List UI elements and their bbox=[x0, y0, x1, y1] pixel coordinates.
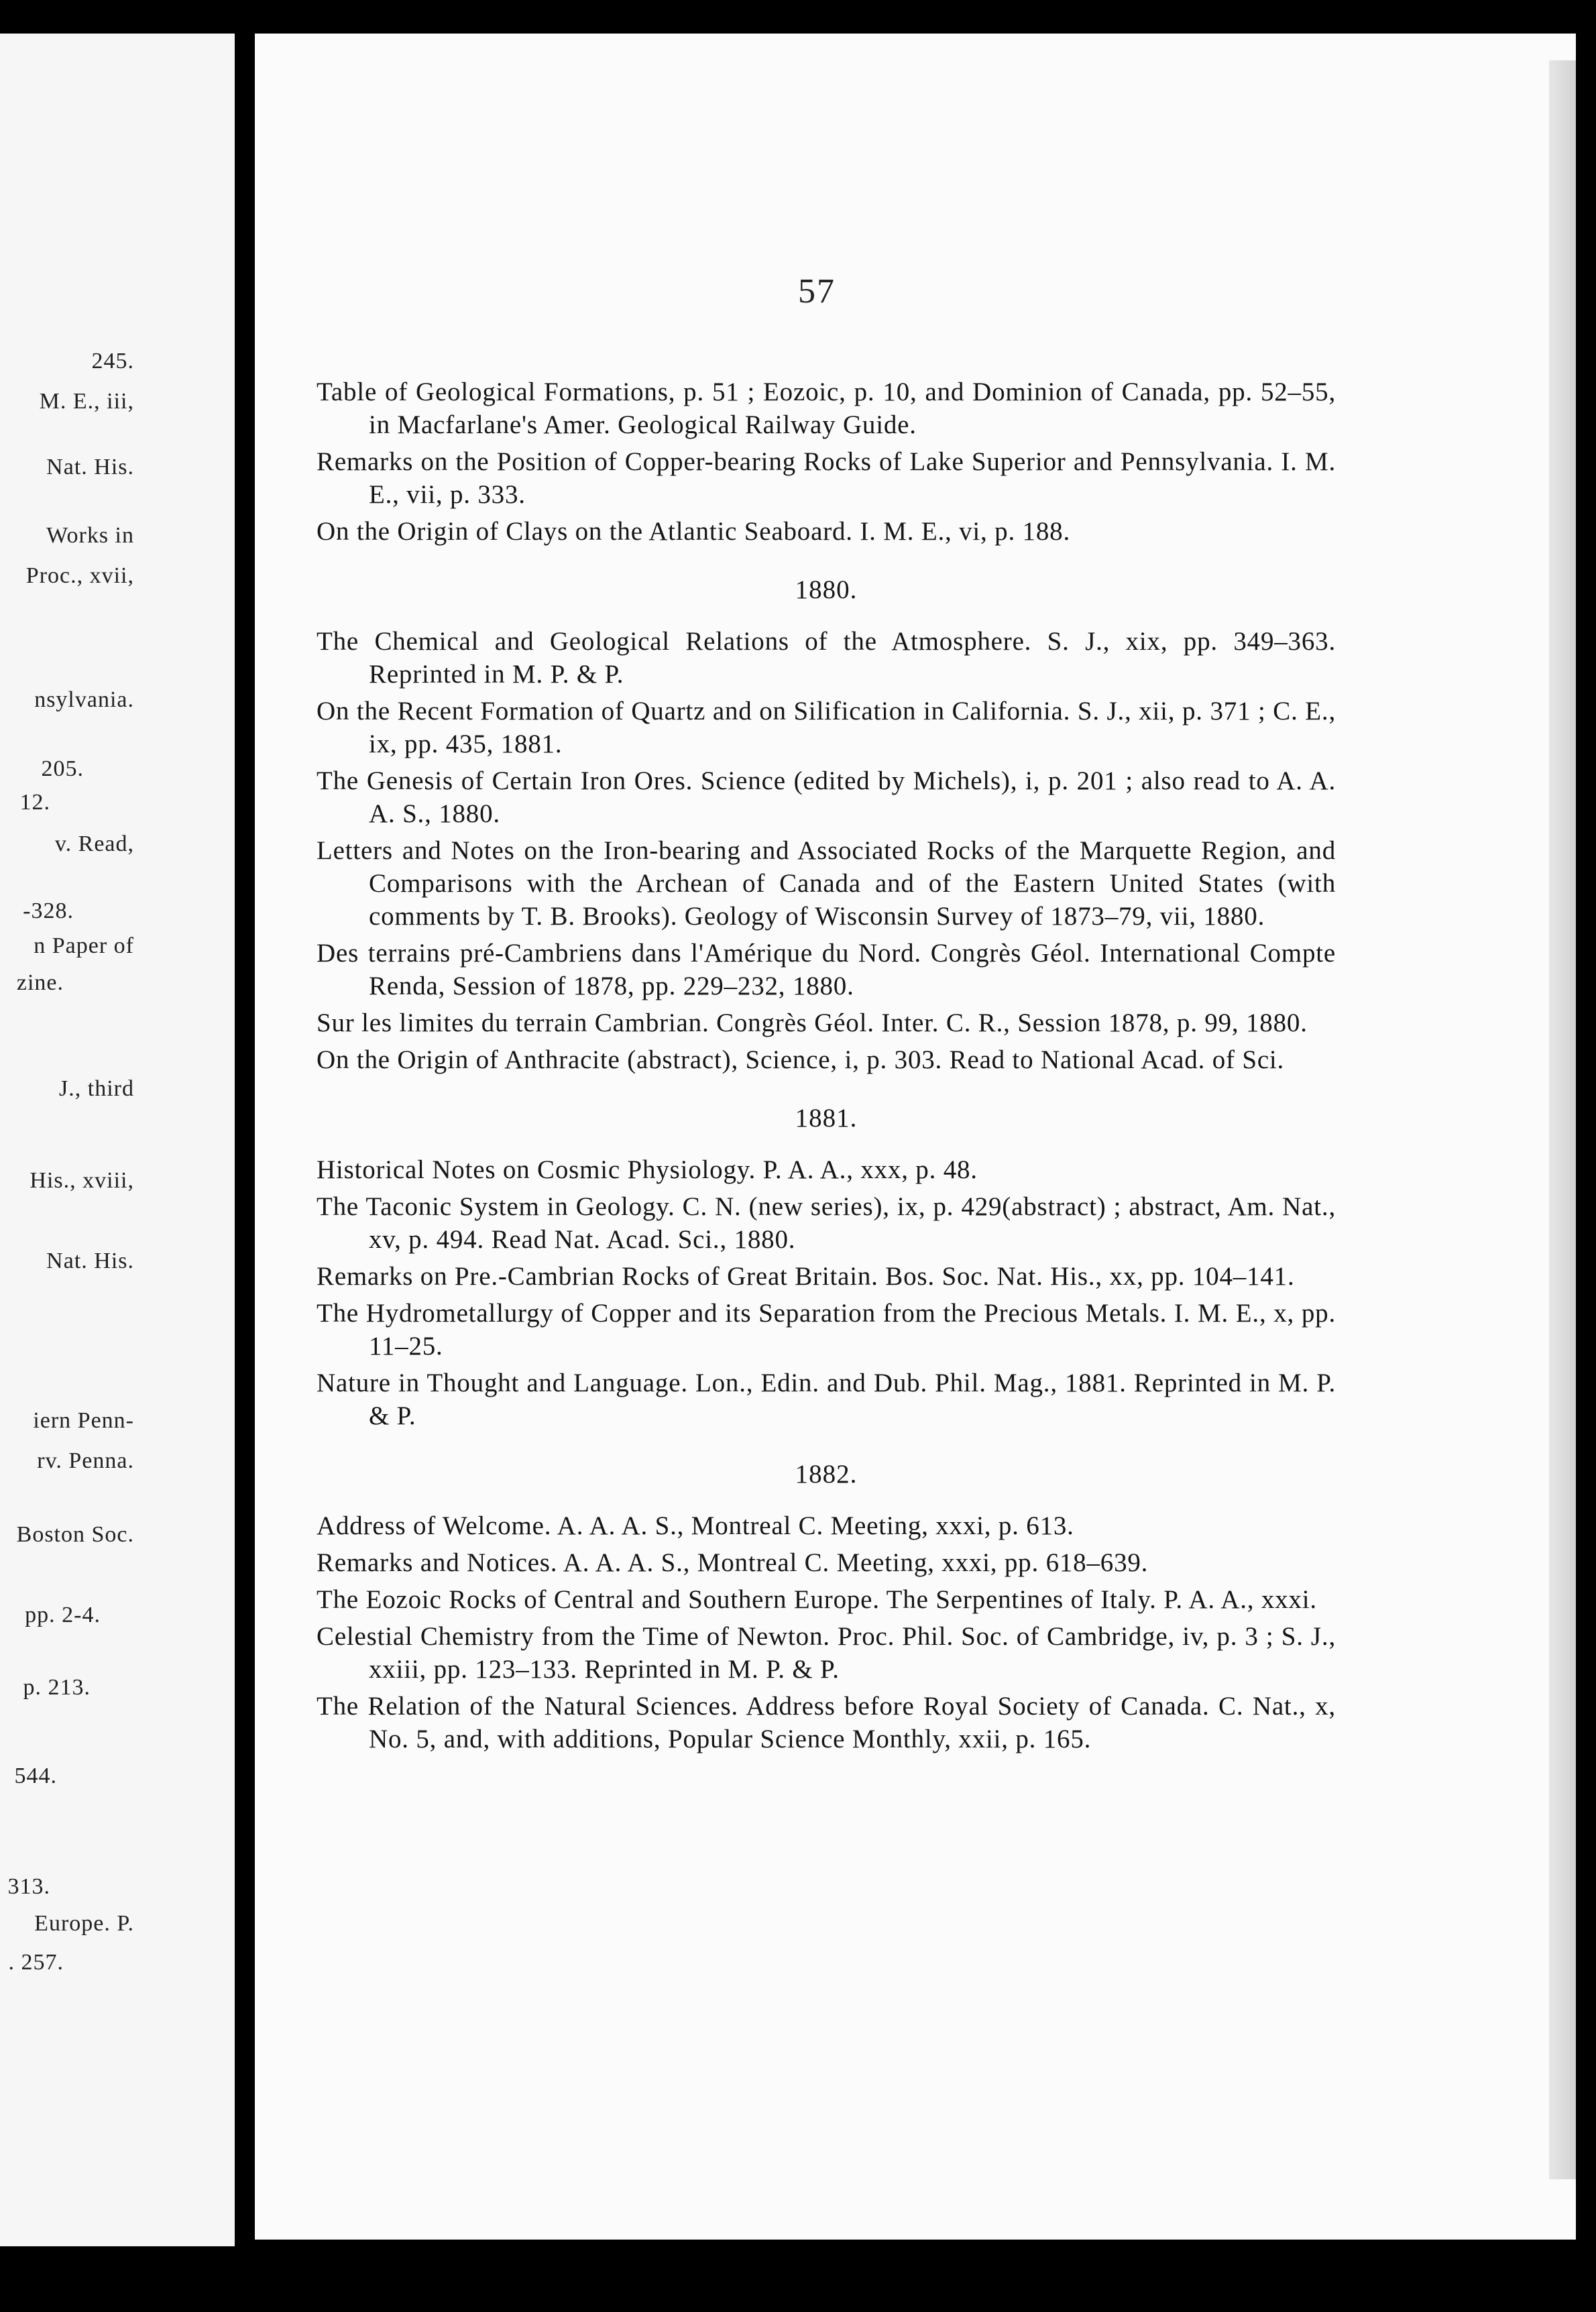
bibliography-entry: Remarks on the Position of Copper-bearing Rocks of Lake Superior and Pennsylvania. I. M. E., vii, p. 333. bbox=[317, 447, 1336, 509]
page-edge bbox=[1549, 60, 1576, 2179]
left-fragment: 313. bbox=[7, 1874, 50, 1899]
left-fragment: rv. Penna. bbox=[37, 1448, 134, 1473]
bibliography-entry: Historical Notes on Cosmic Physiology. P. A. A., xxx, p. 48. bbox=[317, 1155, 978, 1184]
page-number: 57 bbox=[798, 272, 836, 310]
bibliography-entry: The Taconic System in Geology. C. N. (new series), ix, p. 429(abstract) ; abstract, Am. Nat., xv, p. 494. Read Nat. Acad. Sci., 1880. bbox=[317, 1192, 1336, 1254]
section-continuation bbox=[317, 375, 1336, 548]
right-page bbox=[255, 34, 1576, 2240]
left-fragment: v. Read, bbox=[54, 831, 134, 856]
left-fragment: 544. bbox=[14, 1764, 57, 1788]
bibliography-entry: Table of Geological Formations, p. 51 ; Eozoic, p. 10, and Dominion of Canada, pp. 52–55, in Macfarlane's Amer. Geological Railway Guide. bbox=[317, 378, 1336, 439]
bibliography bbox=[317, 375, 1336, 1759]
bibliography-entry: Address of Welcome. A. A. A. S., Montreal C. Meeting, xxxi, p. 613. bbox=[317, 1511, 1074, 1540]
left-fragment: Nat. His. bbox=[46, 455, 134, 479]
section-1881 bbox=[317, 1103, 1336, 1432]
left-fragment: n Paper of bbox=[34, 933, 134, 958]
bibliography-entry: On the Origin of Clays on the Atlantic Seaboard. I. M. E., vi, p. 188. bbox=[317, 517, 1071, 546]
bibliography-entry: The Genesis of Certain Iron Ores. Science (edited by Michels), i, p. 201 ; also read to A. A. A. S., 1880. bbox=[317, 766, 1336, 828]
left-fragment: Nat. His. bbox=[46, 1249, 134, 1273]
section-1882 bbox=[317, 1459, 1336, 1755]
left-fragment: Proc., xvii, bbox=[25, 563, 134, 588]
bibliography-entry: On the Origin of Anthracite (abstract), Science, i, p. 303. Read to National Acad. of Sci. bbox=[317, 1045, 1285, 1074]
bibliography-entry: Des terrains pré-Cambriens dans l'Amérique du Nord. Congrès Géol. International Compte Renda, Session of 1878, pp. 229–232, 1880. bbox=[317, 939, 1336, 1000]
book-gutter bbox=[235, 0, 255, 2312]
bibliography-entry: Remarks and Notices. A. A. A. S., Montreal C. Meeting, xxxi, pp. 618–639. bbox=[317, 1548, 1149, 1577]
bibliography-entry: The Chemical and Geological Relations of the Atmosphere. S. J., xix, pp. 349–363. Reprinted in M. P. & P. bbox=[317, 627, 1336, 689]
bibliography-entry: The Relation of the Natural Sciences. Address before Royal Society of Canada. C. Nat., x, No. 5, and, with additions, Popular Science Monthly, xxii, p. 165. bbox=[317, 1692, 1336, 1753]
year-heading: 1880. bbox=[795, 575, 858, 604]
left-fragment: -328. bbox=[23, 899, 74, 923]
left-fragment: Works in bbox=[46, 523, 134, 548]
bibliography-entry: The Eozoic Rocks of Central and Southern Europe. The Serpentines of Italy. P. A. A., xxxi. bbox=[317, 1585, 1317, 1614]
left-fragment: 12. bbox=[19, 790, 50, 815]
left-fragment: 245. bbox=[91, 349, 134, 373]
left-fragment: J., third bbox=[59, 1076, 134, 1101]
year-heading: 1881. bbox=[795, 1104, 858, 1133]
left-fragment: . 257. bbox=[8, 1950, 64, 1975]
bibliography-entry: Letters and Notes on the Iron-bearing and Associated Rocks of the Marquette Region, and Comparisons with the Archean of Canada and of the Eastern United States (with comments by T. B. Brooks). Geology of Wisconsin Survey of 1873–79, vii, 1880. bbox=[317, 836, 1336, 931]
bibliography-entry: The Hydrometallurgy of Copper and its Separation from the Precious Metals. I. M. E., x, pp. 11–25. bbox=[317, 1299, 1336, 1361]
left-page bbox=[0, 34, 235, 2246]
left-fragment: M. E., iii, bbox=[39, 389, 134, 414]
year-heading: 1882. bbox=[795, 1460, 858, 1489]
left-fragment: 205. bbox=[41, 756, 84, 781]
bibliography-entry: Remarks on Pre.-Cambrian Rocks of Great Britain. Bos. Soc. Nat. His., xx, pp. 104–141. bbox=[317, 1262, 1295, 1291]
section-1880 bbox=[317, 575, 1336, 1076]
left-fragment: nsylvania. bbox=[34, 687, 134, 712]
left-fragment: His., xviii, bbox=[30, 1168, 134, 1193]
left-fragment: Boston Soc. bbox=[16, 1522, 134, 1547]
bibliography-entry: Nature in Thought and Language. Lon., Edin. and Dub. Phil. Mag., 1881. Reprinted in M. P. & P. bbox=[317, 1369, 1336, 1430]
bibliography-entry: Sur les limites du terrain Cambrian. Congrès Géol. Inter. C. R., Session 1878, p. 99, 1880. bbox=[317, 1008, 1308, 1037]
left-fragment: zine. bbox=[16, 970, 64, 995]
bibliography-entry: On the Recent Formation of Quartz and on Silification in California. S. J., xii, p. 371 ; C. E., ix, pp. 435, 1881. bbox=[317, 697, 1336, 758]
left-fragment: Europe. P. bbox=[34, 1911, 134, 1936]
left-fragment: pp. 2-4. bbox=[25, 1603, 101, 1627]
left-fragment: iern Penn- bbox=[33, 1408, 134, 1433]
bibliography-entry: Celestial Chemistry from the Time of Newton. Proc. Phil. Soc. of Cambridge, iv, p. 3 ; S. J., xxiii, pp. 123–133. Reprinted in M. P. & P. bbox=[317, 1622, 1336, 1684]
left-fragment: p. 213. bbox=[23, 1675, 91, 1700]
